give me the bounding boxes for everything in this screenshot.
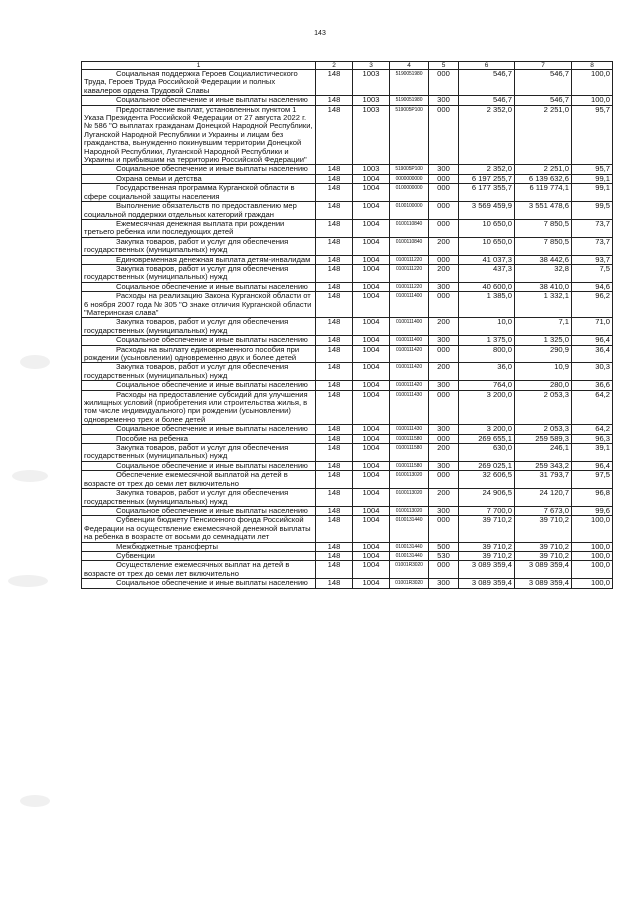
expense-type-cell: 000 xyxy=(429,184,459,202)
expense-type-cell: 000 xyxy=(429,390,459,425)
percent-cell: 95,7 xyxy=(572,165,613,174)
admin-code-cell: 148 xyxy=(316,105,353,165)
plan-amount-cell: 3 200,0 xyxy=(459,425,515,434)
table-row xyxy=(82,471,613,489)
expense-type-cell: 000 xyxy=(429,255,459,264)
scan-smudge xyxy=(8,575,48,587)
table-row xyxy=(82,542,613,551)
scan-smudge xyxy=(20,795,50,807)
row-name-cell: Осуществление ежемесячных выплат на детей в возрасте от трех до семи лет включительно xyxy=(82,561,316,579)
row-name-cell: Закупка товаров, работ и услуг для обеспечения государственных (муниципальных) нужд xyxy=(82,444,316,462)
percent-cell: 100,0 xyxy=(572,70,613,96)
section-code-cell: 1003 xyxy=(353,70,390,96)
target-article-cell: 0100111580 xyxy=(390,461,429,470)
percent-cell: 96,3 xyxy=(572,434,613,443)
header-cell: 7 xyxy=(515,62,572,70)
target-article-cell: 0100110840 xyxy=(390,237,429,255)
row-name-cell: Закупка товаров, работ и услуг для обеспечения государственных (муниципальных) нужд xyxy=(82,363,316,381)
section-code-cell: 1004 xyxy=(353,434,390,443)
target-article-cell: 0100113020 xyxy=(390,471,429,489)
expense-type-cell: 200 xyxy=(429,444,459,462)
expense-type-cell: 300 xyxy=(429,96,459,105)
section-code-cell: 1004 xyxy=(353,551,390,560)
actual-amount-cell: 32,8 xyxy=(515,264,572,282)
target-article-cell: 0100110840 xyxy=(390,219,429,237)
plan-amount-cell: 3 569 459,9 xyxy=(459,202,515,220)
expense-type-cell: 000 xyxy=(429,105,459,165)
section-code-cell: 1004 xyxy=(353,255,390,264)
percent-cell: 99,6 xyxy=(572,506,613,515)
actual-amount-cell: 39 710,2 xyxy=(515,551,572,560)
target-article-cell: 0100131440 xyxy=(390,542,429,551)
actual-amount-cell: 290,9 xyxy=(515,345,572,363)
expense-type-cell: 300 xyxy=(429,506,459,515)
actual-amount-cell: 7 850,5 xyxy=(515,219,572,237)
row-name-cell: Социальное обеспечение и иные выплаты населению xyxy=(82,282,316,291)
row-name-cell: Социальное обеспечение и иные выплаты населению xyxy=(82,96,316,105)
expense-type-cell: 000 xyxy=(429,345,459,363)
plan-amount-cell: 764,0 xyxy=(459,381,515,390)
table-row xyxy=(82,444,613,462)
header-cell: 3 xyxy=(353,62,390,70)
actual-amount-cell: 7 850,5 xyxy=(515,237,572,255)
admin-code-cell: 148 xyxy=(316,165,353,174)
plan-amount-cell: 10 650,0 xyxy=(459,237,515,255)
row-name-cell: Социальное обеспечение и иные выплаты населению xyxy=(82,579,316,588)
expense-type-cell: 300 xyxy=(429,165,459,174)
section-code-cell: 1004 xyxy=(353,489,390,507)
admin-code-cell: 148 xyxy=(316,264,353,282)
section-code-cell: 1004 xyxy=(353,425,390,434)
section-code-cell: 1004 xyxy=(353,363,390,381)
expense-type-cell: 200 xyxy=(429,264,459,282)
percent-cell: 100,0 xyxy=(572,96,613,105)
expense-type-cell: 300 xyxy=(429,461,459,470)
percent-cell: 73,7 xyxy=(572,219,613,237)
table-row xyxy=(82,363,613,381)
actual-amount-cell: 7,1 xyxy=(515,318,572,336)
expense-type-cell: 000 xyxy=(429,174,459,183)
percent-cell: 100,0 xyxy=(572,516,613,542)
percent-cell: 100,0 xyxy=(572,579,613,588)
actual-amount-cell: 1 332,1 xyxy=(515,292,572,318)
table-row xyxy=(82,336,613,345)
scan-smudge xyxy=(12,470,48,482)
admin-code-cell: 148 xyxy=(316,390,353,425)
expense-type-cell: 530 xyxy=(429,551,459,560)
table-row xyxy=(82,318,613,336)
admin-code-cell: 148 xyxy=(316,255,353,264)
expense-type-cell: 200 xyxy=(429,318,459,336)
percent-cell: 73,7 xyxy=(572,237,613,255)
admin-code-cell: 148 xyxy=(316,444,353,462)
table-row xyxy=(82,96,613,105)
percent-cell: 99,5 xyxy=(572,202,613,220)
plan-amount-cell: 24 906,5 xyxy=(459,489,515,507)
percent-cell: 100,0 xyxy=(572,551,613,560)
budget-table xyxy=(81,61,613,589)
row-name-cell: Межбюджетные трансферты xyxy=(82,542,316,551)
header-cell: 1 xyxy=(82,62,316,70)
target-article-cell: 0100111580 xyxy=(390,434,429,443)
target-article-cell: 5190051980 xyxy=(390,70,429,96)
section-code-cell: 1004 xyxy=(353,237,390,255)
actual-amount-cell: 246,1 xyxy=(515,444,572,462)
admin-code-cell: 148 xyxy=(316,561,353,579)
actual-amount-cell: 3 551 478,6 xyxy=(515,202,572,220)
section-code-cell: 1003 xyxy=(353,105,390,165)
expense-type-cell: 300 xyxy=(429,425,459,434)
admin-code-cell: 148 xyxy=(316,363,353,381)
percent-cell: 71,0 xyxy=(572,318,613,336)
table-row xyxy=(82,70,613,96)
section-code-cell: 1004 xyxy=(353,184,390,202)
actual-amount-cell: 280,0 xyxy=(515,381,572,390)
percent-cell: 100,0 xyxy=(572,542,613,551)
row-name-cell: Социальное обеспечение и иные выплаты населению xyxy=(82,381,316,390)
section-code-cell: 1004 xyxy=(353,444,390,462)
row-name-cell: Предоставление выплат, установленных пунктом 1 Указа Президента Российской Федерации от 27 августа 2022 г. № 586 "О выплатах гражданам Донецкой Народной Республики, Луганской Народной Республики и Украины и лицам без гражданства, вынужденно покинувшим территории Донецкой Народной Республики, Луганской Народной Республики и Украины и прибывшим на территорию Российской Федерации" xyxy=(82,105,316,165)
row-name-cell: Социальное обеспечение и иные выплаты населению xyxy=(82,506,316,515)
section-code-cell: 1004 xyxy=(353,282,390,291)
row-name-cell: Расходы на реализацию Закона Курганской области от 6 ноября 2007 года № 305 "О знаке отличия Курганской области "Материнская слава" xyxy=(82,292,316,318)
plan-amount-cell: 40 600,0 xyxy=(459,282,515,291)
target-article-cell: 0100131440 xyxy=(390,551,429,560)
row-name-cell: Государственная программа Курганской области в сфере социальной защиты населения xyxy=(82,184,316,202)
plan-amount-cell: 269 655,1 xyxy=(459,434,515,443)
admin-code-cell: 148 xyxy=(316,345,353,363)
admin-code-cell: 148 xyxy=(316,282,353,291)
actual-amount-cell: 31 793,7 xyxy=(515,471,572,489)
percent-cell: 96,4 xyxy=(572,336,613,345)
admin-code-cell: 148 xyxy=(316,425,353,434)
target-article-cell: 0000000000 xyxy=(390,174,429,183)
actual-amount-cell: 10,9 xyxy=(515,363,572,381)
table-row xyxy=(82,516,613,542)
target-article-cell: 0100111400 xyxy=(390,292,429,318)
table-row xyxy=(82,165,613,174)
actual-amount-cell: 6 139 632,6 xyxy=(515,174,572,183)
table-row xyxy=(82,202,613,220)
admin-code-cell: 148 xyxy=(316,336,353,345)
target-article-cell: 0100111420 xyxy=(390,363,429,381)
target-article-cell: 519005Р100 xyxy=(390,105,429,165)
actual-amount-cell: 1 325,0 xyxy=(515,336,572,345)
actual-amount-cell: 3 089 359,4 xyxy=(515,561,572,579)
expense-type-cell: 000 xyxy=(429,202,459,220)
row-name-cell: Закупка товаров, работ и услуг для обеспечения государственных (муниципальных) нужд xyxy=(82,318,316,336)
target-article-cell: 0100131440 xyxy=(390,516,429,542)
row-name-cell: Социальное обеспечение и иные выплаты населению xyxy=(82,165,316,174)
admin-code-cell: 148 xyxy=(316,551,353,560)
section-code-cell: 1004 xyxy=(353,336,390,345)
target-article-cell: 0100111430 xyxy=(390,390,429,425)
row-name-cell: Обеспечение ежемесячной выплатой на детей в возрасте от трех до семи лет включительно xyxy=(82,471,316,489)
admin-code-cell: 148 xyxy=(316,219,353,237)
plan-amount-cell: 1 375,0 xyxy=(459,336,515,345)
admin-code-cell: 148 xyxy=(316,184,353,202)
expense-type-cell: 000 xyxy=(429,471,459,489)
actual-amount-cell: 2 251,0 xyxy=(515,165,572,174)
target-article-cell: 519005Р100 xyxy=(390,165,429,174)
target-article-cell: 0100000000 xyxy=(390,184,429,202)
table-row xyxy=(82,105,613,165)
actual-amount-cell: 7 673,0 xyxy=(515,506,572,515)
expense-type-cell: 000 xyxy=(429,561,459,579)
plan-amount-cell: 32 606,5 xyxy=(459,471,515,489)
target-article-cell: 0100113020 xyxy=(390,489,429,507)
percent-cell: 64,2 xyxy=(572,390,613,425)
plan-amount-cell: 10 650,0 xyxy=(459,219,515,237)
percent-cell: 39,1 xyxy=(572,444,613,462)
percent-cell: 94,6 xyxy=(572,282,613,291)
plan-amount-cell: 2 352,0 xyxy=(459,165,515,174)
scan-smudge xyxy=(20,355,50,369)
target-article-cell: 01001R3020 xyxy=(390,579,429,588)
row-name-cell: Закупка товаров, работ и услуг для обеспечения государственных (муниципальных) нужд xyxy=(82,489,316,507)
section-code-cell: 1004 xyxy=(353,506,390,515)
expense-type-cell: 300 xyxy=(429,282,459,291)
section-code-cell: 1004 xyxy=(353,318,390,336)
percent-cell: 99,1 xyxy=(572,184,613,202)
target-article-cell: 0100111220 xyxy=(390,264,429,282)
target-article-cell: 0100111400 xyxy=(390,336,429,345)
admin-code-cell: 148 xyxy=(316,202,353,220)
row-name-cell: Пособие на ребенка xyxy=(82,434,316,443)
row-name-cell: Выполнение обязательств по предоставлению мер социальной поддержки отдельных категорий граждан xyxy=(82,202,316,220)
expense-type-cell: 300 xyxy=(429,579,459,588)
plan-amount-cell: 269 025,1 xyxy=(459,461,515,470)
section-code-cell: 1004 xyxy=(353,264,390,282)
row-name-cell: Субвенции бюджету Пенсионного фонда Российской Федерации на осуществление ежемесячной денежной выплаты на ребенка в возрасте от восьми до семнадцати лет xyxy=(82,516,316,542)
target-article-cell: 0100111220 xyxy=(390,282,429,291)
plan-amount-cell: 41 037,3 xyxy=(459,255,515,264)
actual-amount-cell: 38 442,6 xyxy=(515,255,572,264)
actual-amount-cell: 38 410,0 xyxy=(515,282,572,291)
plan-amount-cell: 3 200,0 xyxy=(459,390,515,425)
percent-cell: 7,5 xyxy=(572,264,613,282)
plan-amount-cell: 6 177 355,7 xyxy=(459,184,515,202)
admin-code-cell: 148 xyxy=(316,292,353,318)
table-row xyxy=(82,237,613,255)
admin-code-cell: 148 xyxy=(316,579,353,588)
expense-type-cell: 500 xyxy=(429,542,459,551)
admin-code-cell: 148 xyxy=(316,70,353,96)
row-name-cell: Расходы на выплату единовременного пособия при рождении (усыновлении) одновременно двух и более детей xyxy=(82,345,316,363)
admin-code-cell: 148 xyxy=(316,237,353,255)
actual-amount-cell: 259 343,2 xyxy=(515,461,572,470)
target-article-cell: 0100111220 xyxy=(390,255,429,264)
target-article-cell: 01001R3020 xyxy=(390,561,429,579)
section-code-cell: 1004 xyxy=(353,174,390,183)
section-code-cell: 1004 xyxy=(353,390,390,425)
actual-amount-cell: 24 120,7 xyxy=(515,489,572,507)
target-article-cell: 5190051980 xyxy=(390,96,429,105)
section-code-cell: 1003 xyxy=(353,96,390,105)
plan-amount-cell: 800,0 xyxy=(459,345,515,363)
actual-amount-cell: 2 053,3 xyxy=(515,425,572,434)
admin-code-cell: 148 xyxy=(316,461,353,470)
percent-cell: 36,6 xyxy=(572,381,613,390)
target-article-cell: 0100111430 xyxy=(390,425,429,434)
plan-amount-cell: 6 197 255,7 xyxy=(459,174,515,183)
expense-type-cell: 000 xyxy=(429,516,459,542)
percent-cell: 96,4 xyxy=(572,461,613,470)
target-article-cell: 0100111580 xyxy=(390,444,429,462)
row-name-cell: Расходы на предоставление субсидий для улучшения жилищных условий (приобретения или строительства жилья, в том числе индивидуального) при рождении (усыновлении) одновременно трех и более детей xyxy=(82,390,316,425)
plan-amount-cell: 1 385,0 xyxy=(459,292,515,318)
percent-cell: 30,3 xyxy=(572,363,613,381)
expense-type-cell: 000 xyxy=(429,434,459,443)
admin-code-cell: 148 xyxy=(316,318,353,336)
section-code-cell: 1004 xyxy=(353,542,390,551)
percent-cell: 97,5 xyxy=(572,471,613,489)
table-row xyxy=(82,264,613,282)
plan-amount-cell: 546,7 xyxy=(459,70,515,96)
plan-amount-cell: 10,0 xyxy=(459,318,515,336)
table-row xyxy=(82,579,613,588)
expense-type-cell: 200 xyxy=(429,363,459,381)
percent-cell: 96,8 xyxy=(572,489,613,507)
row-name-cell: Ежемесячная денежная выплата при рождении третьего ребенка или последующих детей xyxy=(82,219,316,237)
percent-cell: 99,1 xyxy=(572,174,613,183)
row-name-cell: Субвенции xyxy=(82,551,316,560)
header-cell: 5 xyxy=(429,62,459,70)
section-code-cell: 1004 xyxy=(353,579,390,588)
row-name-cell: Закупка товаров, работ и услуг для обеспечения государственных (муниципальных) нужд xyxy=(82,237,316,255)
admin-code-cell: 148 xyxy=(316,542,353,551)
table-row xyxy=(82,219,613,237)
plan-amount-cell: 7 700,0 xyxy=(459,506,515,515)
actual-amount-cell: 546,7 xyxy=(515,96,572,105)
section-code-cell: 1004 xyxy=(353,219,390,237)
row-name-cell: Социальная поддержка Героев Социалистического Труда, Героев Труда Российской Федерации и полных кавалеров ордена Трудовой Славы xyxy=(82,70,316,96)
actual-amount-cell: 39 710,2 xyxy=(515,516,572,542)
target-article-cell: 0100111420 xyxy=(390,345,429,363)
actual-amount-cell: 39 710,2 xyxy=(515,542,572,551)
expense-type-cell: 000 xyxy=(429,292,459,318)
table-row xyxy=(82,345,613,363)
section-code-cell: 1004 xyxy=(353,345,390,363)
table-row xyxy=(82,489,613,507)
actual-amount-cell: 259 589,3 xyxy=(515,434,572,443)
expense-type-cell: 200 xyxy=(429,237,459,255)
actual-amount-cell: 3 089 359,4 xyxy=(515,579,572,588)
section-code-cell: 1004 xyxy=(353,202,390,220)
admin-code-cell: 148 xyxy=(316,489,353,507)
section-code-cell: 1004 xyxy=(353,292,390,318)
expense-type-cell: 300 xyxy=(429,336,459,345)
row-name-cell: Социальное обеспечение и иные выплаты населению xyxy=(82,461,316,470)
target-article-cell: 0100100000 xyxy=(390,202,429,220)
table-row xyxy=(82,184,613,202)
admin-code-cell: 148 xyxy=(316,96,353,105)
section-code-cell: 1004 xyxy=(353,381,390,390)
admin-code-cell: 148 xyxy=(316,471,353,489)
header-cell: 8 xyxy=(572,62,613,70)
actual-amount-cell: 2 053,3 xyxy=(515,390,572,425)
admin-code-cell: 148 xyxy=(316,516,353,542)
actual-amount-cell: 2 251,0 xyxy=(515,105,572,165)
table-row xyxy=(82,561,613,579)
row-name-cell: Закупка товаров, работ и услуг для обеспечения государственных (муниципальных) нужд xyxy=(82,264,316,282)
section-code-cell: 1004 xyxy=(353,461,390,470)
expense-type-cell: 000 xyxy=(429,219,459,237)
actual-amount-cell: 546,7 xyxy=(515,70,572,96)
percent-cell: 96,2 xyxy=(572,292,613,318)
admin-code-cell: 148 xyxy=(316,174,353,183)
percent-cell: 64,2 xyxy=(572,425,613,434)
admin-code-cell: 148 xyxy=(316,434,353,443)
plan-amount-cell: 630,0 xyxy=(459,444,515,462)
plan-amount-cell: 39 710,2 xyxy=(459,551,515,560)
header-cell: 4 xyxy=(390,62,429,70)
row-name-cell: Единовременная денежная выплата детям-инвалидам xyxy=(82,255,316,264)
target-article-cell: 0100111420 xyxy=(390,381,429,390)
row-name-cell: Социальное обеспечение и иные выплаты населению xyxy=(82,425,316,434)
plan-amount-cell: 36,0 xyxy=(459,363,515,381)
page-number: 143 xyxy=(314,30,326,37)
plan-amount-cell: 3 089 359,4 xyxy=(459,561,515,579)
expense-type-cell: 000 xyxy=(429,70,459,96)
admin-code-cell: 148 xyxy=(316,506,353,515)
plan-amount-cell: 437,3 xyxy=(459,264,515,282)
plan-amount-cell: 39 710,2 xyxy=(459,542,515,551)
section-code-cell: 1004 xyxy=(353,561,390,579)
admin-code-cell: 148 xyxy=(316,381,353,390)
plan-amount-cell: 546,7 xyxy=(459,96,515,105)
header-cell: 2 xyxy=(316,62,353,70)
header-cell: 6 xyxy=(459,62,515,70)
plan-amount-cell: 3 089 359,4 xyxy=(459,579,515,588)
percent-cell: 100,0 xyxy=(572,561,613,579)
percent-cell: 93,7 xyxy=(572,255,613,264)
expense-type-cell: 200 xyxy=(429,489,459,507)
section-code-cell: 1003 xyxy=(353,165,390,174)
percent-cell: 95,7 xyxy=(572,105,613,165)
row-name-cell: Охрана семьи и детства xyxy=(82,174,316,183)
plan-amount-cell: 39 710,2 xyxy=(459,516,515,542)
plan-amount-cell: 2 352,0 xyxy=(459,105,515,165)
section-code-cell: 1004 xyxy=(353,471,390,489)
table-row xyxy=(82,381,613,390)
percent-cell: 36,4 xyxy=(572,345,613,363)
table-row xyxy=(82,390,613,425)
target-article-cell: 0100113020 xyxy=(390,506,429,515)
table-row xyxy=(82,292,613,318)
target-article-cell: 0100111400 xyxy=(390,318,429,336)
row-name-cell: Социальное обеспечение и иные выплаты населению xyxy=(82,336,316,345)
expense-type-cell: 300 xyxy=(429,381,459,390)
section-code-cell: 1004 xyxy=(353,516,390,542)
table-row xyxy=(82,425,613,434)
actual-amount-cell: 6 119 774,1 xyxy=(515,184,572,202)
